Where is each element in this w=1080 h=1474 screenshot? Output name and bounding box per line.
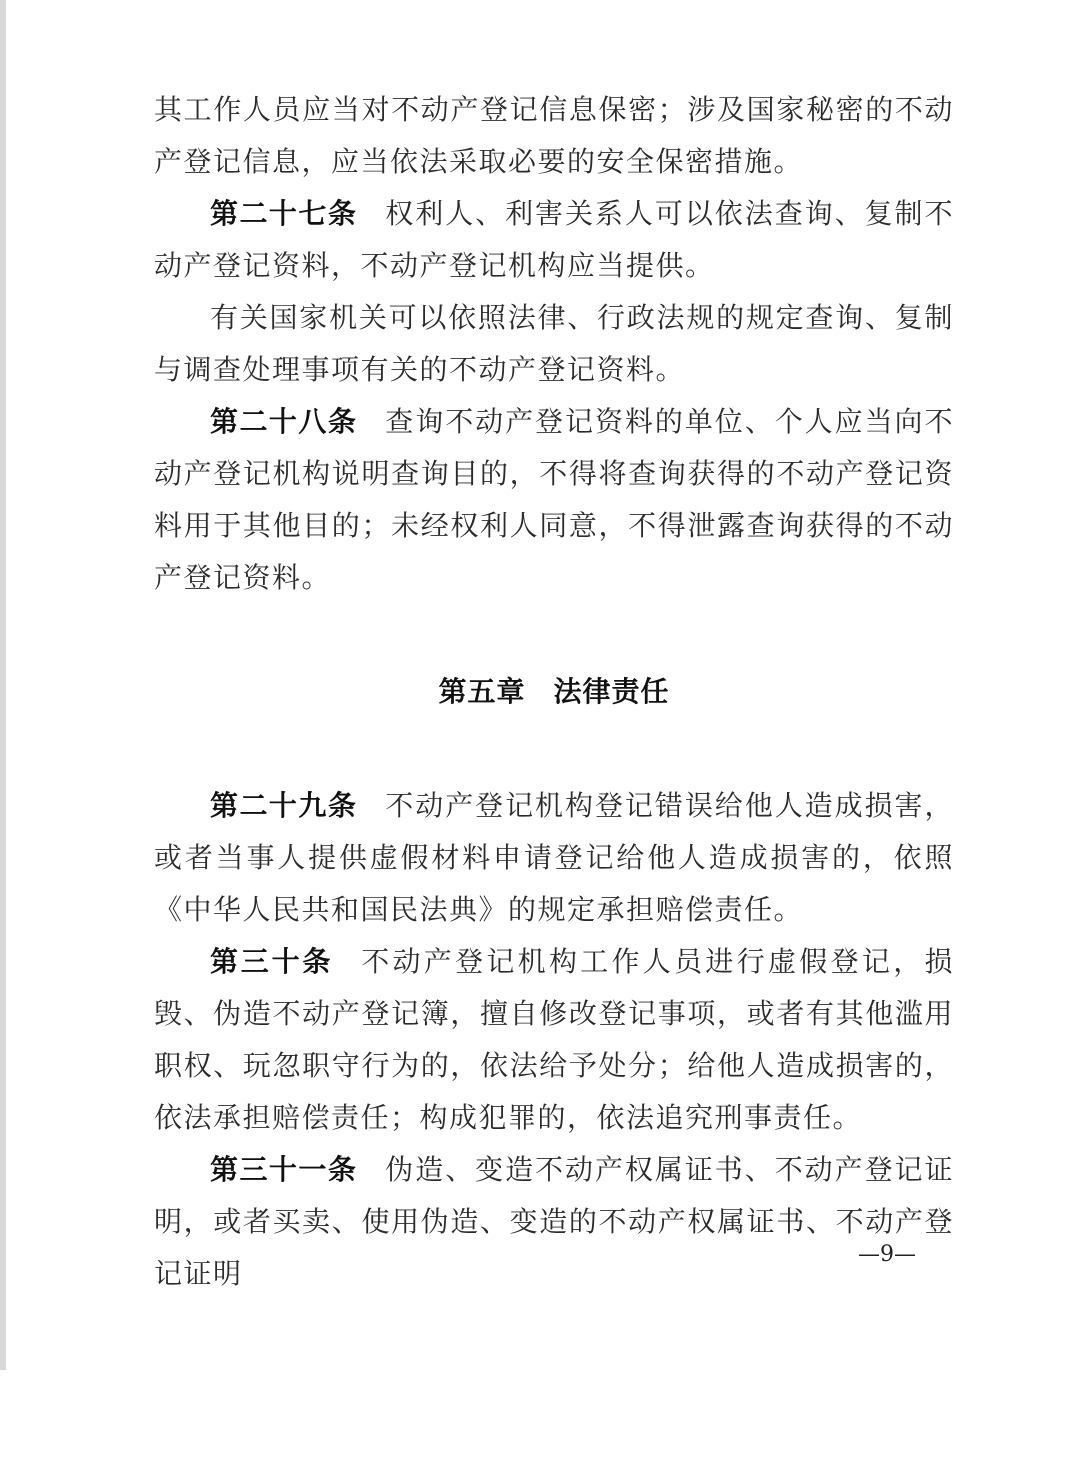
article-27: [154, 188, 954, 292]
paragraph-text: 不动产登记机构登记错误给他人造成损害，或者当事人提供虚假材料申请登记给他人造成损害的，依照《中华人民共和国民法典》的规定承担赔偿责任。: [154, 789, 954, 926]
paragraph-text: 其工作人员应当对不动产登记信息保密；涉及国家秘密的不动产登记信息，应当依法采取必要的安全保密措施。: [154, 93, 954, 178]
article-30: [154, 936, 954, 1144]
chapter-title: 法律责任: [553, 675, 670, 708]
page-number: —9—: [858, 1242, 916, 1267]
article-number: 第三十一条: [210, 1153, 358, 1186]
article-number: 第二十九条: [210, 789, 358, 822]
article-28: [154, 396, 954, 604]
article-29: [154, 780, 954, 936]
paragraph: [154, 292, 954, 396]
paragraph: [154, 84, 954, 188]
document-body: [154, 84, 954, 1300]
chapter-number: 第五章: [438, 675, 526, 708]
paragraph-text: 伪造、变造不动产权属证书、不动产登记证明，或者买卖、使用伪造、变造的不动产权属证书、不动产登记证明: [154, 1153, 954, 1290]
paragraph-text: 不动产登记机构工作人员进行虚假登记，损毁、伪造不动产登记簿，擅自修改登记事项，或者有其他滥用职权、玩忽职守行为的，依法给予处分；给他人造成损害的，依法承担赔偿责任；构成犯罪的，依法追究刑事责任。: [154, 945, 954, 1134]
paragraph-text: 权利人、利害关系人可以依法查询、复制不动产登记资料，不动产登记机构应当提供。: [154, 197, 954, 282]
paragraph-text: 查询不动产登记资料的单位、个人应当向不动产登记机构说明查询目的，不得将查询获得的不动产登记资料用于其他目的；未经权利人同意，不得泄露查询获得的不动产登记资料。: [154, 405, 954, 594]
article-number: 第二十七条: [210, 197, 358, 230]
paragraph-text: 有关国家机关可以依照法律、行政法规的规定查询、复制与调查处理事项有关的不动产登记资料。: [154, 301, 954, 386]
article-31: [154, 1144, 954, 1300]
article-number: 第二十八条: [210, 405, 358, 438]
chapter-heading: [154, 666, 954, 718]
article-number: 第三十条: [210, 945, 334, 978]
